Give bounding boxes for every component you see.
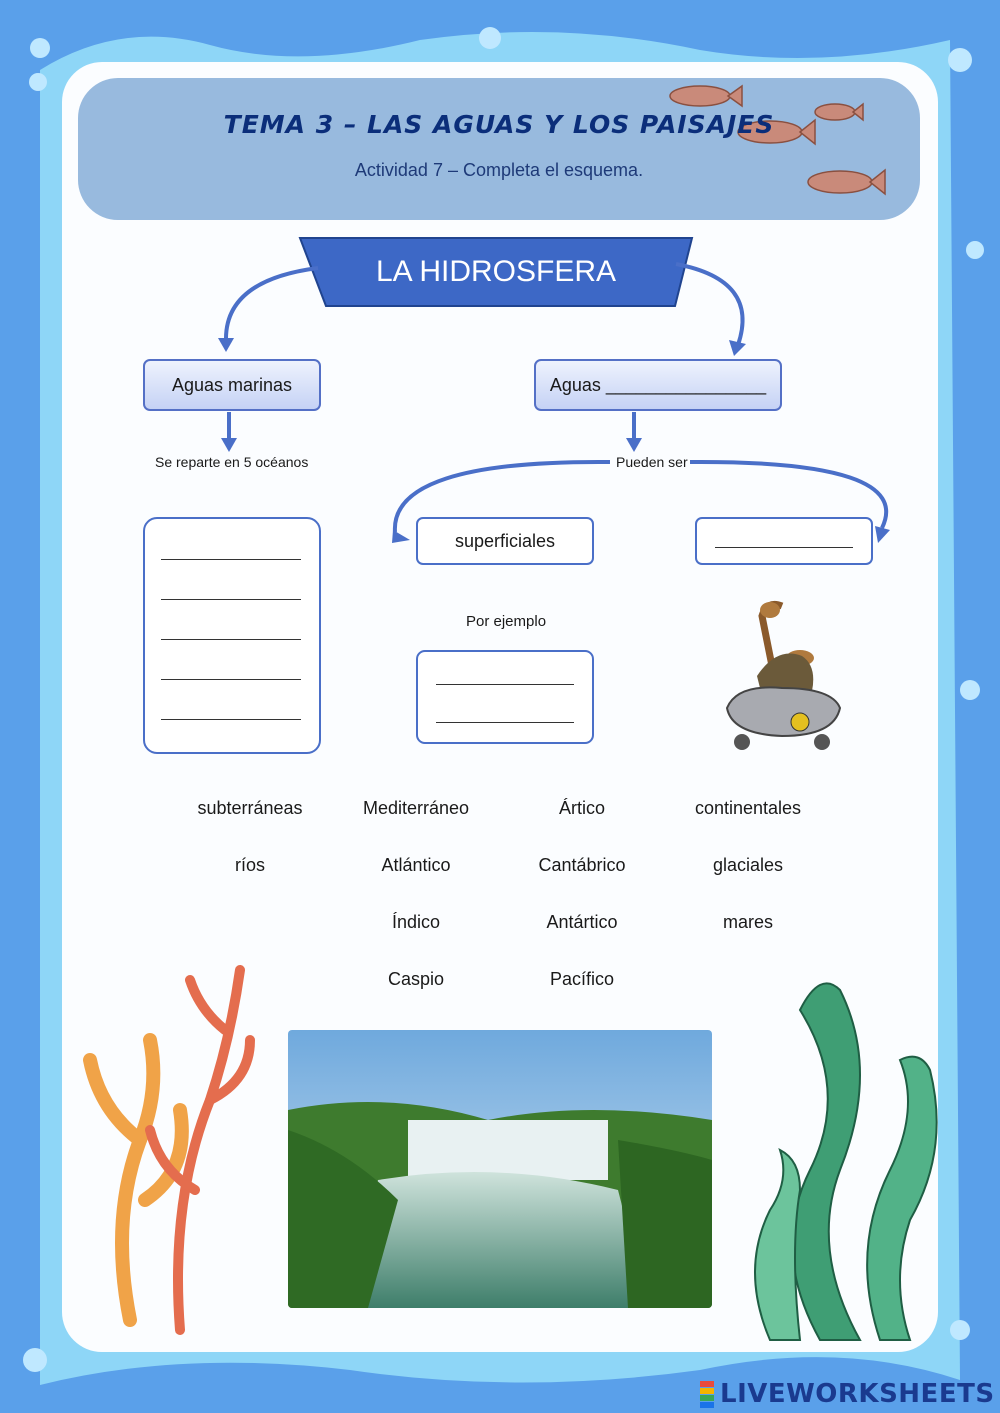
oceans-note: Se reparte en 5 océanos (155, 454, 309, 470)
word-bank-item[interactable]: Caspio (387, 969, 445, 989)
liveworksheets-logo (700, 1378, 995, 1410)
word-bank-item[interactable]: Antártico (546, 912, 618, 932)
second-type-blank[interactable] (715, 547, 853, 548)
aguas-marinas-label: Aguas marinas (171, 374, 293, 395)
word-bank-item[interactable]: Atlántico (381, 855, 451, 875)
example-blank[interactable] (436, 684, 574, 685)
word-bank-item[interactable]: subterráneas (197, 798, 303, 818)
ocean-blank[interactable] (161, 639, 301, 640)
aguas-marinas-box (143, 359, 321, 411)
coral-icon (70, 940, 270, 1340)
ocean-blank[interactable] (161, 599, 301, 600)
superficiales-box (416, 517, 594, 565)
caveman-car-icon (722, 596, 844, 756)
seaweed-icon (730, 950, 960, 1350)
ocean-blank[interactable] (161, 679, 301, 680)
superficiales-label: superficiales (454, 530, 556, 551)
word-bank-item[interactable]: Ártico (558, 798, 605, 818)
example-note: Por ejemplo (466, 613, 547, 630)
ocean-blank[interactable] (161, 719, 301, 720)
word-bank-item[interactable]: ríos (234, 855, 265, 875)
examples-answer-box (416, 650, 594, 744)
word-bank-item[interactable]: mares (722, 912, 773, 932)
aguas-blank-label: Aguas ________________ (549, 374, 767, 395)
brand-text: LIVEWORKSHEETS (720, 1379, 995, 1409)
aguas-continentales-box[interactable] (534, 359, 782, 411)
ocean-blank[interactable] (161, 559, 301, 560)
word-bank-item[interactable]: Índico (391, 912, 441, 932)
word-bank-item[interactable]: Pacífico (549, 969, 615, 989)
word-bank-item[interactable]: Cantábrico (538, 855, 626, 875)
activity-instructions: Actividad 7 – Completa el esquema. (354, 160, 644, 180)
brand-logo-icon (700, 1381, 714, 1408)
second-type-box[interactable] (695, 517, 873, 565)
hidrosfera-title: LA HIDROSFERA (375, 255, 617, 288)
oceans-answer-box (143, 517, 321, 754)
waterfall-photo (288, 1030, 712, 1308)
pueden-ser-note: Pueden ser (616, 454, 688, 470)
word-bank-item[interactable]: glaciales (712, 855, 784, 875)
word-bank-item[interactable]: Mediterráneo (362, 798, 470, 818)
word-bank-item[interactable]: continentales (694, 798, 802, 818)
example-blank[interactable] (436, 722, 574, 723)
worksheet-title: TEMA 3 – LAS AGUAS Y LOS PAISAJES (223, 110, 775, 139)
